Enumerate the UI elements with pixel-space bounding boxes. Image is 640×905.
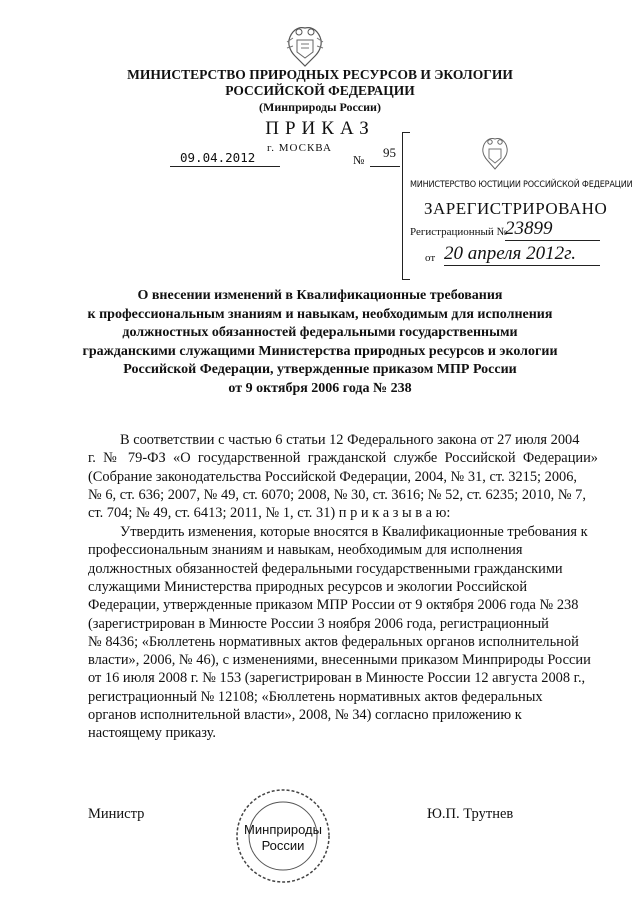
- body-line: должностных обязанностей федеральными государственными гражданскими: [88, 560, 563, 577]
- seal-text-line2: России: [261, 838, 305, 853]
- stamp-reg-number: 23899: [505, 218, 553, 239]
- stamp-emblem-icon: [478, 134, 512, 174]
- title-line: к профессиональным знаниям и навыкам, необходимым для исполнения: [87, 306, 553, 322]
- body-line: от 16 июля 2008 г. № 153 (зарегистрирован в Минюсте России 12 августа 2008 г.,: [88, 670, 586, 687]
- order-number: 95: [383, 145, 396, 160]
- body-line: Утвердить изменения, которые вносятся в Квалификационные требования к: [120, 524, 588, 540]
- title-line: должностных обязанностей федеральными государственными: [122, 325, 518, 340]
- document-type: ПРИКАЗ: [265, 118, 375, 139]
- stamp-date-underline: [444, 265, 600, 266]
- body-line: власти», 2006, № 46), с изменениями, внесенными приказом Минприроды России: [88, 652, 591, 669]
- stamp-reg-underline: [505, 240, 600, 241]
- body-line: ст. 704; № 49, ст. 6413; 2011, № 1, ст. 31) п р и к а з ы в а ю:: [88, 505, 451, 522]
- ministry-short-name: (Минприроды России): [259, 100, 381, 114]
- body-line: органов исполнительной власти», 2008, № 34) согласно приложению к: [88, 707, 522, 723]
- order-date: 09.04.2012: [180, 150, 256, 165]
- title-line: гражданскими служащими Министерства природных ресурсов и экологии: [82, 343, 558, 359]
- date-underline: [170, 166, 280, 167]
- body-line: № 8436; «Бюллетень нормативных актов федеральных органов исполнительной: [88, 633, 579, 650]
- order-number-label: №: [353, 153, 365, 167]
- ministry-name-line2: РОССИЙСКОЙ ФЕДЕРАЦИИ: [225, 83, 415, 98]
- body-line: (зарегистрирован в Минюсте России 3 ноября 2006 года, регистрационный: [88, 615, 549, 632]
- title-line: Российской Федерации, утвержденные приказом МПР России: [123, 362, 517, 377]
- stamp-reg-label: Регистрационный №: [410, 226, 508, 238]
- signer-position: Министр: [88, 806, 145, 822]
- stamp-date-label: от: [425, 252, 436, 264]
- stamp-border-bottom: [402, 279, 410, 280]
- body-line: В соответствии с частью 6 статьи 12 Федерального закона от 27 июля 2004: [120, 432, 580, 448]
- stamp-organization: МИНИСТЕРСТВО ЮСТИЦИИ РОССИЙСКОЙ ФЕДЕРАЦИИ: [410, 180, 633, 190]
- title-line: О внесении изменений в Квалификационные требования: [137, 288, 503, 303]
- body-line: настоящему приказу.: [88, 725, 216, 742]
- body-line: г. № 79-ФЗ «О государственной гражданской службе Российской Федерации»: [88, 450, 598, 467]
- body-line: профессиональным знаниям и навыкам, необходимым для исполнения: [88, 542, 523, 559]
- ministry-name-line1: МИНИСТЕРСТВО ПРИРОДНЫХ РЕСУРСОВ И ЭКОЛОГИИ: [127, 67, 513, 82]
- city: г. МОСКВА: [267, 142, 332, 154]
- body-line: Федерации, утвержденные приказом МПР России от 9 октября 2006 года № 238: [88, 597, 579, 614]
- body-line: регистрационный № 12108; «Бюллетень нормативных актов федеральных: [88, 688, 543, 705]
- coat-of-arms-icon: [283, 22, 327, 70]
- stamp-border-top: [402, 132, 410, 133]
- stamp-date: 20 апреля 2012г.: [444, 243, 576, 264]
- body-line: (Собрание законодательства Российской Федерации, 2004, № 31, ст. 3215; 2006,: [88, 468, 578, 485]
- title-line: от 9 октября 2006 года № 238: [228, 380, 412, 396]
- number-underline: [370, 166, 400, 167]
- signer-name: Ю.П. Трутнев: [427, 806, 514, 822]
- stamp-status: ЗАРЕГИСТРИРОВАНО: [424, 199, 608, 218]
- body-line: № 6, ст. 636; 2007, № 49, ст. 6070; 2008, № 30, ст. 3616; № 52, ст. 6235; 2010, № 7,: [88, 486, 586, 503]
- body-line: служащими Министерства природных ресурсов и экологии Российской: [88, 578, 528, 595]
- stamp-border: [402, 132, 403, 280]
- seal-text-line1: Минприроды: [244, 822, 322, 837]
